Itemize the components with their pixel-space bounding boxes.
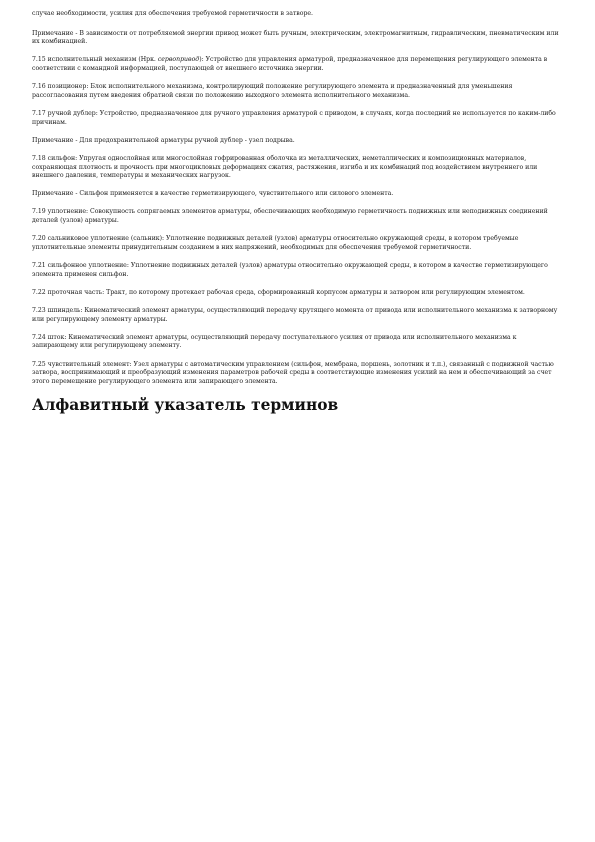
- term-actuator-post: ): Устройство для управления арматурой, предназначенное для перемещения регулирующего элемента в соответствии с командной информацией, поступающей от внешнего источника энергии.: [32, 56, 548, 72]
- term-gland-seal: 7.20 сальниковое уплотнение (сальник): Уплотнение подвижных деталей (узлов) арматуры относительно окружающей среды, в котором требуемые уплотнительные элементы принудительным созданием в них напряжений, необходимых для обеспечения требуемой герметичности.: [32, 235, 519, 251]
- term-manual-override: 7.17 ручной дублер: Устройство, предназначенное для ручного управления арматурой с приводом, в случаях, когда последний не используется по каким-либо причинам.: [32, 109, 556, 126]
- term-bellows: 7.18 сильфон: Упругая однослойная или многослойная гофрированная оболочка из металлических, неметаллических и композиционных материалов, сохраняющая плотность и прочность при многоцикловых деформациях сжатия, растяжения, изгиба и их комбинаций под воздействием внутреннего или внешнего давления, температуры и механических нагрузок.: [32, 154, 538, 180]
- term-stem: 7.24 шток: Кинематический элемент арматуры, осуществляющий передачу поступательного усилия от привода или исполнительного механизма к запирающему или регулирующему элементу.: [32, 333, 517, 350]
- term-bellows-seal: 7.21 сильфонное уплотнение: Уплотнение подвижных деталей (узлов) арматуры относительно окружающей среды, в котором в качестве герметизирующего элемента применен сильфон.: [32, 262, 548, 278]
- paragraph-continuation: случае необходимости, усилия для обеспечения требуемой герметичности в затворе.: [32, 10, 313, 17]
- term-positioner: 7.16 позиционер: Блок исполнительного механизма, контролирующий положение регулирующего элемента и предназначенный для уменьшения рассогласования путем введения обратной связи по положению выходного элемента исполнительного механизма.: [32, 83, 513, 99]
- section-heading: Алфавитный указатель терминов: [32, 396, 339, 415]
- term-spindle: 7.23 шпиндель: Кинематический элемент арматуры, осуществляющий передачу крутящего момента от привода или исполнительного механизма к затворному или регулирующему элементу арматуры.: [32, 307, 558, 323]
- term-actuator-deprecated: сервопривод: [157, 56, 200, 64]
- term-flow-passage: 7.22 проточная часть: Тракт, по которому протекает рабочая среда, сформированный корпусом арматуры и затвором или регулирующим элементом.: [32, 288, 525, 296]
- term-actuator: [32, 56, 560, 73]
- note-drive-energy: Примечание - В зависимости от потребляемой энергии привод может быть ручным, электрическим, электромагнитным, гидравлическим, пневматическим или их комбинацией.: [32, 29, 559, 46]
- term-seal: 7.19 уплотнение: Совокупность сопрягаемых элементов арматуры, обеспечивающих необходимую герметичность подвижных или неподвижных соединений деталей (узлов) арматуры.: [32, 208, 548, 225]
- term-sensing-element: 7.25 чувствительный элемент: Узел арматуры с автоматическим управлением (сильфон, мембрана, поршень, золотник и т.п.), связанный с подвижной частью затвора, воспринимающий и преобразующий изменения параметров рабочей среды в соответствующие изменения усилий на нем и обеспечивающий за счет этого перемещение регулирующего элемента или запирающего элемента.: [32, 360, 554, 385]
- note-manual-override: Примечание - Для предохранительной арматуры ручной дублер - узел подрыва.: [32, 136, 295, 144]
- document-page: [32, 10, 560, 415]
- note-bellows: Примечание - Сильфон применяется в качестве герметизирующего, чувствительного или силового элемента.: [32, 190, 394, 198]
- term-actuator-pre: 7.15 исполнительный механизм (Нрк.: [32, 56, 158, 64]
